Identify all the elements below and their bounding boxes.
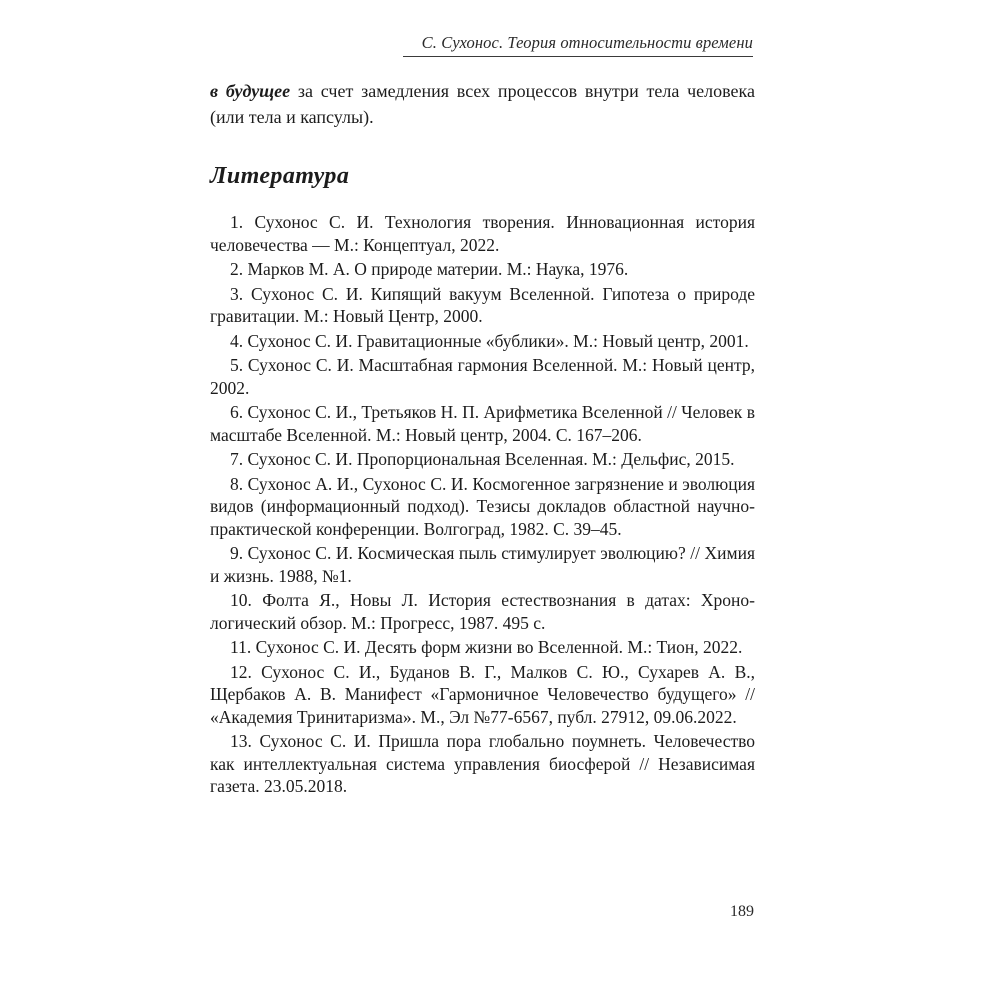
page-number: 189 xyxy=(730,903,754,920)
reference-item: 6. Сухонос С. И., Третьяков Н. П. Арифметика Вселенной // Человек в масштабе Вселенной. М.: Новый центр, 2004. С. 167–206. xyxy=(210,402,755,445)
running-header: С. Сухонос. Теория относительности времени xyxy=(421,33,753,52)
reference-item: 1. Сухонос С. И. Технология творения. Инновационная история человечества — М.: Концептуал, 2022. xyxy=(210,212,755,255)
reference-item: 13. Сухонос С. И. Пришла пора глобально поумнеть. Человечество как интеллектуальная система управления биосферой // Независимая газета. 23.05.2018. xyxy=(210,731,755,796)
intro-text: за счет замедления всех процессов внутри тела человека (или тела и капсулы). xyxy=(210,81,755,127)
intro-bold-lead: в будущее xyxy=(210,81,291,101)
reference-item: 9. Сухонос С. И. Космическая пыль стимулирует эволюцию? // Химия и жизнь. 1988, №1. xyxy=(210,543,755,586)
reference-item: 4. Сухонос С. И. Гравитационные «бублики». М.: Новый центр, 2001. xyxy=(230,330,749,351)
intro-paragraph xyxy=(210,78,755,130)
reference-item: 12. Сухонос С. И., Буданов В. Г., Малков С. Ю., Сухарев А. В., Щербаков А. В. Манифест «Гармоничное Человечество будущего» // «Академия Тринитаризма». М., Эл №77-6567, публ. 27912, 09.06.2022. xyxy=(210,661,755,727)
reference-item: 7. Сухонос С. И. Пропорциональная Вселенная. М.: Дельфис, 2015. xyxy=(230,449,735,469)
reference-item: 8. Сухонос А. И., Сухонос С. И. Космогенное загрязнение и эволюция видов (информационный подход). Тезисы докладов областной научно-практической конференции. Волгоград, 1982. С. 39–45. xyxy=(210,473,755,539)
reference-item: 5. Сухонос С. И. Масштабная гармония Вселенной. М.: Новый центр, 2002. xyxy=(210,355,755,398)
reference-item: 11. Сухонос С. И. Десять форм жизни во Вселенной. М.: Тион, 2022. xyxy=(230,637,743,657)
section-title: Литература xyxy=(210,163,350,189)
reference-list xyxy=(210,211,755,800)
reference-item: 10. Фолта Я., Новы Л. История естествознания в датах: Хронологический обзор. М.: Прогресс, 1987. 495 с. xyxy=(210,590,755,633)
reference-item: 3. Сухонос С. И. Кипящий вакуум Вселенной. Гипотеза о природе гравитации. М.: Новый Центр, 2000. xyxy=(210,283,755,326)
reference-item: 2. Марков М. А. О природе материи. М.: Наука, 1976. xyxy=(230,259,629,279)
header-rule xyxy=(403,56,753,57)
